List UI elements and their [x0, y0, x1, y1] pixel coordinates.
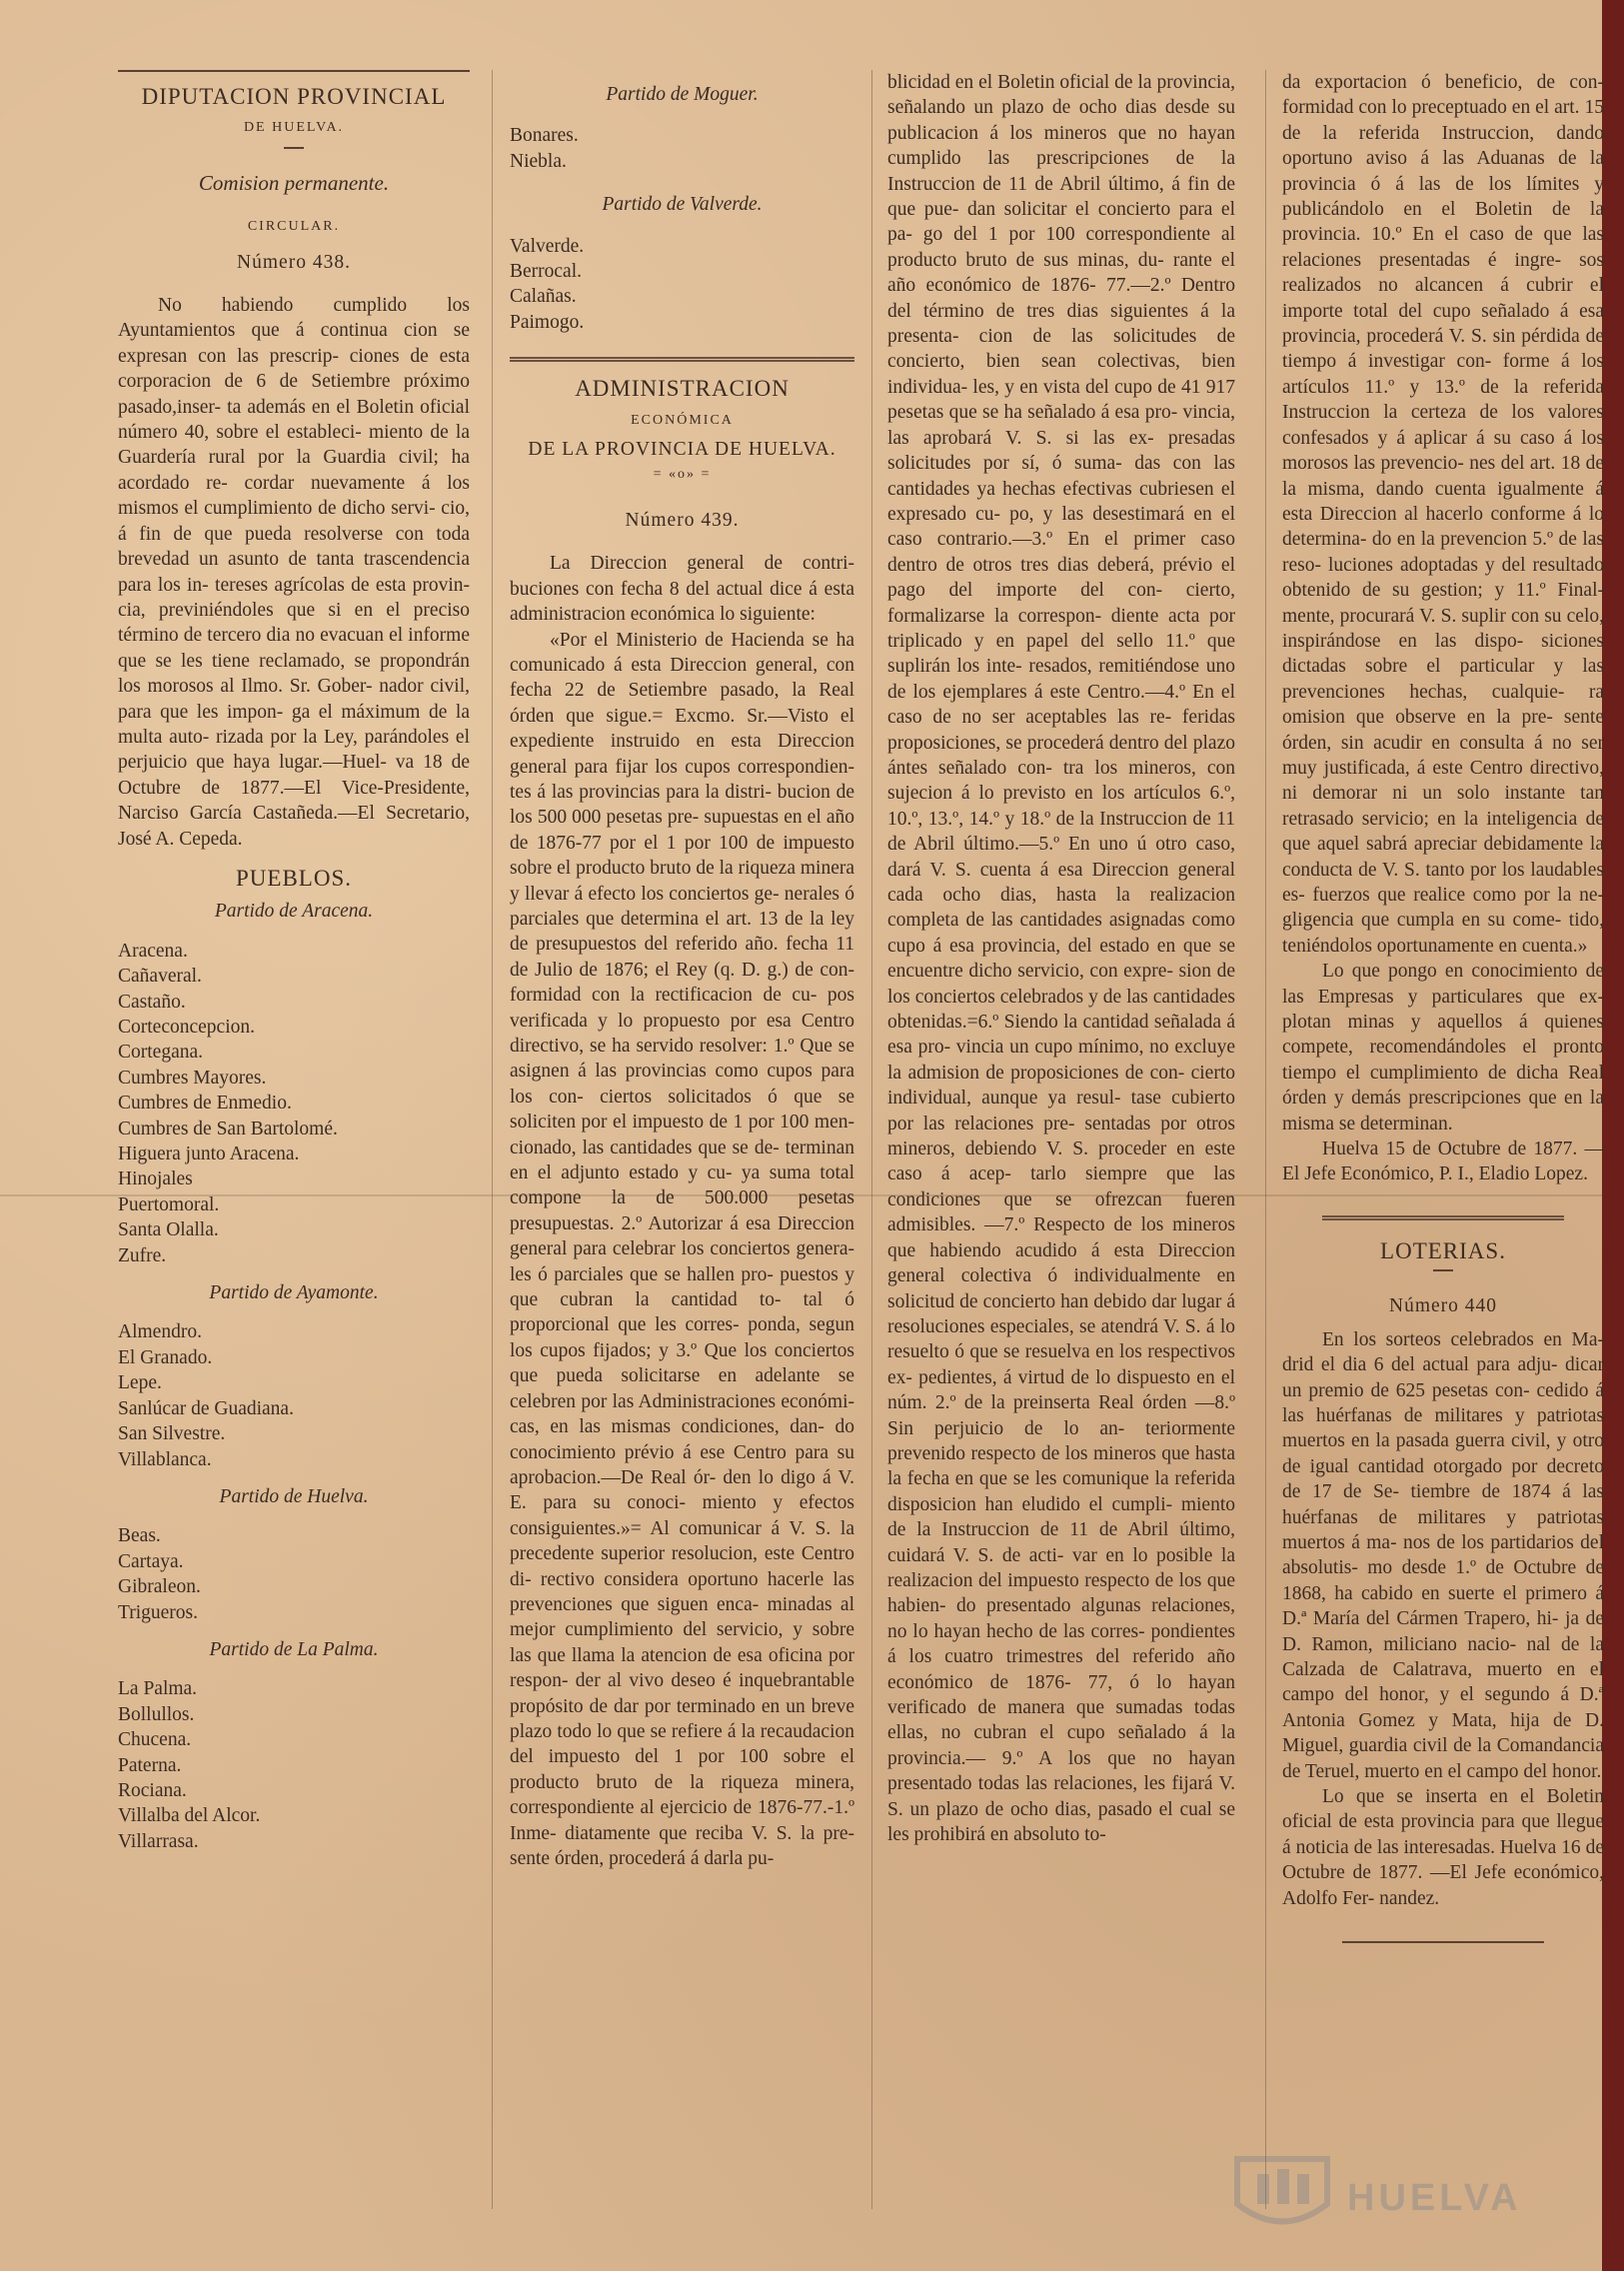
town-list-palma: [118, 1676, 470, 1854]
archive-stamp: [1227, 2149, 1557, 2239]
list-item: Cumbres de San Bartolomé.: [118, 1118, 338, 1139]
list-item: Berrocal.: [510, 261, 583, 283]
list-item: Bonares.: [510, 125, 579, 147]
article-body: da exportacion ó beneficio, de con- formidad con lo preceptuado en el art. 15 de la referida Instruccion, dando oportuno aviso á las Aduanas de la provincia ó á las de los límites y publicándolo en el Boletin de la provincia. 10.º En el caso de que las relaciones presentadas é ingre- sos realizados no alcancen á cubrir el importe total del cupo señalado á esa provincia, procederá V. S. sin pérdida de tiempo á investigar con- forme á los artículos 11.º y 13.º de la referida Instruccion la certeza de los valores confesados y á aplicar á su caso á los morosos las prevencio- nes del art. 18 de la misma, dando cuenta igualmente á esta Direccion al hacerlo conforme á lo determina- do en la prevencion 5.º de las reso- luciones adoptadas y del resultado obtenido de su gestion; y 11.º Final- mente, procurará V. S. suplir con su celo, inspirándose en las dispo- siciones dictadas sobre el particular y las prevenciones hechas, cualquie- ra omision que observe en la pre- sente órden, sin acudir en consulta á no ser muy justificada, á este Centro directivo, ni demorar ni un solo instante tan retrasado servicio; en la inteligencia de que aquel sabrá apreciar debidamente la conducta de V. S. tanto por los laudables es- fuerzos que realice como por la ne- gligencia que cumpla en su come- tido, teniéndolos oportunamente en cuenta.»: [1282, 72, 1604, 957]
town-list-huelva: [118, 1523, 470, 1625]
list-item: San Silvestre.: [118, 1423, 226, 1445]
column-3: [887, 70, 1235, 1847]
article-body: No habiendo cumplido los Ayuntamientos que á continua cion se expresan con las prescrip- ciones de esta corporacion de 6 de Setiembre próximo pasado,inser- ta además en el Boletin oficial número 40, sobre el estableci- miento de la Guardería rural por la Guardia civil; ha acordado re- cordar nuevamente á los mismos el cumplimiento de dicho servi- cio, á fin de que pueda resolverse con toda brevedad un asunto de tanta trascendencia para los in- tereses agrícolas de esta provin- cia, previniéndoles que si en el preciso término de tercero dia no evacuan el informe que se les tiene reclamado, se propondrán los morosos al Ilmo. Sr. Gober- nador civil, para que les impon- ga el máximum de la multa auto- rizada por la Ley, parándoles el perjuicio que haya lugar.—Huel- va 18 de Octubre de 1877.—El Vice-Presidente, Narciso García Castañeda.—El Secretario, José A. Cepeda.: [118, 295, 470, 850]
list-item: Niebla.: [510, 150, 567, 172]
list-item: Castaño.: [118, 991, 186, 1013]
column-rule: [871, 70, 872, 2209]
list-item: Valverde.: [510, 235, 585, 257]
list-item: Higuera junto Aracena.: [118, 1143, 300, 1165]
list-item: Santa Olalla.: [118, 1219, 219, 1241]
section-title: LOTERIAS.: [1380, 1237, 1506, 1263]
column-2: [510, 70, 854, 1871]
list-item: Cumbres de Enmedio.: [118, 1093, 292, 1115]
list-item: Calañas.: [510, 286, 577, 308]
town-list-ayamonte: [118, 1319, 470, 1471]
section-subtitle: ECONÓMICA: [631, 412, 734, 428]
list-item: Paimogo.: [510, 311, 585, 333]
list-item: Cortegana.: [118, 1042, 204, 1064]
article-paragraph: Lo que se inserta en el Boletin oficial de esta provincia para que llegue á noticia de las interesadas. Huelva 16 de Octubre de 1877. —El Jefe económico, Adolfo Fer- nandez.: [1282, 1786, 1604, 1909]
district-heading: Partido de Valverde.: [602, 194, 763, 216]
section-heading: Comision permanente.: [198, 170, 390, 195]
list-item: Paterna.: [118, 1754, 182, 1776]
list-item: Villarrasa.: [118, 1830, 199, 1852]
column-1: [118, 70, 470, 1854]
stamp-label: HUELVA: [1347, 2177, 1522, 2219]
article-paragraph: Lo que pongo en conocimiento de las Empresas y particulares que ex- plotan minas y aquellos á quienes compete, recomendándoles el pronto tiempo el cumplimiento de dicha Real órden y demás prescripciones que en la misma se determinan.: [1282, 961, 1604, 1135]
list-item: Villalba del Alcor.: [118, 1805, 261, 1827]
list-item: Rociana.: [118, 1779, 187, 1801]
list-item: Cañaveral.: [118, 966, 202, 988]
list-item: Bollullos.: [118, 1703, 195, 1725]
section-separator: [1322, 1215, 1564, 1220]
district-heading: Partido de Ayamonte.: [209, 1282, 379, 1304]
list-item: El Granado.: [118, 1346, 213, 1368]
list-item: Cartaya.: [118, 1550, 184, 1572]
circular-label: CIRCULAR.: [247, 219, 341, 235]
top-rule: [118, 70, 470, 72]
town-list-aracena: [118, 939, 470, 1268]
district-heading: Partido de Moguer.: [606, 84, 759, 105]
ornament: = «o» =: [653, 467, 712, 483]
list-item: Cumbres Mayores.: [118, 1067, 267, 1089]
town-list-valverde: [510, 234, 854, 336]
section-subtitle: DE HUELVA.: [243, 120, 345, 136]
signature-line: Huelva 15 de Octubre de 1877. —El Jefe Económico, P. I., Eladio Lopez.: [1282, 1138, 1604, 1185]
list-item: Almendro.: [118, 1321, 202, 1343]
list-item: Puertomoral.: [118, 1193, 220, 1215]
column-4: [1282, 70, 1604, 1943]
article-intro: La Direccion general de contri- buciones con fecha 8 del actual dice á esta administracion económica lo siguiente:: [510, 553, 854, 626]
divider: [1433, 1269, 1453, 1271]
pueblos-heading: PUEBLOS.: [236, 865, 352, 891]
page-edge-binding: [1602, 0, 1624, 2271]
article-body: blicidad en el Boletin oficial de la provincia, señalando un plazo de ocho dias desde su publicacion á los mineros que no hayan cumplido las prescripciones de la Instruccion de 11 de Abril último, á fin de que pue- dan solicitar el concierto para el pa- go del 1 por 100 correspondiente al producto bruto de sus minas, du- rante el año económico de 1876- 77.—2.º Dentro del término de tres dias siguientes á la presenta- cion de las solicitudes de concierto, bien sean colectivas, bien individua- les, y en vista del cupo de 41 917 pesetas que se ha señalado á esa pro- vincia, las aprobará V. S. si las ex- presadas solicitudes por sí, ó suma- das con las cantidades ya hechas efectivas cubriesen el expresado cu- po, y las desestimará en el caso contrario.—3.º En el primer caso dentro de otros tres dias deberá, prévio el pago del importe del con- cierto, formalizarse la correspon- diente acta por triplicado y en papel del sello 11.º que suplirán los inte- resados, remitiéndose uno de los ejemplares á este Centro.—4.º En el caso de no ser aceptables las re- feridas proposiciones, se procederá dentro del plazo ántes señalado con- tra los mineros, con sujecion á lo previsto en los artículos 6.º, 10.º, 13.º, 14.º y 18.º de la Instruccion de 11 de Abril último.—5.º En uno ú otro caso, dará V. S. cuenta á esa Direccion general cada ocho dias, hasta la realizacion completa de las cantidades asignadas como cupo á esa provincia, del estado en que se encuentre dicho servicio, con expre- sion de los conciertos celebrados y de las cantidades obtenidas.=6.º Siendo la cantidad señalada á esa pro- vincia un cupo mínimo, no excluye la admision de proposiciones de con- cierto individual, aunque ya resul- tase cubierto por las relaciones pre- sentadas por otros mineros, debiendo V. S. proceder en este caso á acep- tarlo siempre que las condiciones que se ofrezcan fueren admisibles. —7.º Respecto de los mineros que habiendo acudido á esta Direccion general colectiva ó individualmente en solicitud de concierto han debido dar lugar á resoluciones especiales, se atendrá V. S. á lo resuelto ó que se resuelva en los respectivos ex- pedientes, á virtud de lo dispuesto en el núm. 2.º de la preinserta Real órden —8.º Sin perjuicio de lo an- teriormente prevenido respecto de los mineros que hasta la fecha en que se les comunique la referida disposicion han eludido el cumpli- miento de la Instruccion de 11 de Abril último, cuidará V. S. de acti- var en lo posible la realizacion del impuesto respecto de los que habien- do presentado algunas relaciones, no lo hayan hecho de las corres- pondientes á los cuatro trimestres del referido año económico de 1876- 77, ó lo hayan verificado de manera que sumadas todas ellas, no cubran el cupo señalado á la provincia.— 9.º A los que no hayan presentado todas las relaciones, les fijará V. S. un plazo de ocho dias, pasado el cual se les prohibirá en absoluto to-: [887, 72, 1235, 1846]
list-item: Aracena.: [118, 940, 188, 962]
bottom-rule: [1342, 1941, 1544, 1943]
list-item: Sanlúcar de Guadiana.: [118, 1397, 294, 1419]
list-item: La Palma.: [118, 1678, 198, 1700]
list-item: Trigueros.: [118, 1601, 198, 1623]
town-list-moguer: [510, 123, 854, 174]
list-item: Beas.: [118, 1525, 161, 1547]
list-item: Villablanca.: [118, 1448, 212, 1470]
district-heading: Partido de Aracena.: [214, 901, 374, 923]
column-rule: [492, 70, 493, 2209]
list-item: Gibraleon.: [118, 1576, 201, 1598]
section-subtitle: DE LA PROVINCIA DE HUELVA.: [528, 439, 836, 461]
document-number: Número 438.: [237, 251, 351, 273]
list-item: Chucena.: [118, 1729, 192, 1751]
document-number: Número 439.: [625, 509, 740, 531]
section-title: ADMINISTRACION: [575, 376, 790, 402]
district-heading: Partido de La Palma.: [209, 1638, 379, 1660]
divider: [284, 147, 304, 149]
column-rule: [1265, 70, 1266, 2209]
section-title: DIPUTACION PROVINCIAL: [141, 84, 447, 109]
district-heading: Partido de Huelva.: [219, 1485, 369, 1507]
crest-icon: [1227, 2149, 1337, 2239]
list-item: Hinojales: [118, 1168, 193, 1190]
list-item: Corteconcepcion.: [118, 1017, 255, 1038]
list-item: Lepe.: [118, 1372, 162, 1394]
list-item: Zufre.: [118, 1244, 167, 1266]
section-separator: [510, 357, 854, 362]
document-number: Número 440: [1388, 1295, 1498, 1317]
article-body: En los sorteos celebrados en Ma- drid el dia 6 del actual para adju- dicar un premio de 625 pesetas con- cedido á las huérfanas de militares y patriotas muertos en la pasada guerra civil, y otro de igual cantidad otorgado por decreto de 17 de Se- tiembre de 1874 á las huérfanas de militares y patriotas muertos á ma- nos de los partidarios del absolutis- mo desde 1.º de Octubre de 1868, ha cabido en suerte el primero á D.ª María del Cármen Trapero, hi- ja de D. Ramon, miliciano nacio- nal de la Calzada de Calatrava, muerto en el campo del honor, y el segundo á D.ª Antonia Gomez y Mata, hija de D. Miguel, guardia civil de la Comandancia de Teruel, muerto en el campo del honor.: [1282, 1328, 1604, 1782]
article-body: «Por el Ministerio de Hacienda se ha comunicado á esta Direccion general, con fecha 22 de Setiembre pasado, la Real órden que sigue.= Excmo. Sr.—Visto el expediente instruido en esta Direccion general para fijar los cupos correspondien- tes á las provincias para la distri- bucion de los 500 000 pesetas pre- supuestas en el año de 1876-77 por el 1 por 100 de impuesto sobre el producto bruto de la riqueza minera y llevar á efecto los conciertos ge- nerales ó parciales que determina el art. 13 de la ley de presupuestos del referido año. fecha 11 de Julio de 1876; el Rey (q. D. g.) de con- formidad con la rectificacion de cu- pos verificada y lo propuesto por esa Centro directivo, se ha servido resolver: 1.º Que se asignen á las provincias como cupos para los con- ciertos solicitados ó que se soliciten por el impuesto de 1 por 100 men- cionado, las cantidades que se de- terminan en el adjunto estado y cu- ya suma total compone la de 500.000 pesetas presupuestas. 2.º Autorizar á esa Direccion general para celebrar los conciertos genera- les ó parciales que se hallen pro- puestos y que cubran la cantidad to- tal ó proporcional que les corres- ponda, segun los cupos fijados; y 3.º Que los conciertos que pueda solicitarse en adelante se celebren por las Administraciones económi- cas, en las mismas condiciones, dan- do conocimiento prévio á ese Centro para su aprobacion.—De Real ór- den lo digo á V. E. para su conoci- miento y efectos consiguientes.»= Al comunicar á V. S. la precedente superior resolucion, este Centro di- rectivo considera oportuno hacerle las prevenciones que siguen enca- minadas al mejor cumplimiento del servicio, y sobre las que llama la atencion de esa oficina por respon- der al vivo deseo é inquebrantable propósito de dar por terminado en un breve plazo todo lo que se refiere á la recaudacion del impuesto del 1 por 100 sobre el producto bruto de la riqueza minera, correspondiente al ejercicio de 1876-77.-1.º Inme- diatamente que reciba V. S. la pre- sente órden, procederá á darla pu-: [510, 629, 854, 1869]
